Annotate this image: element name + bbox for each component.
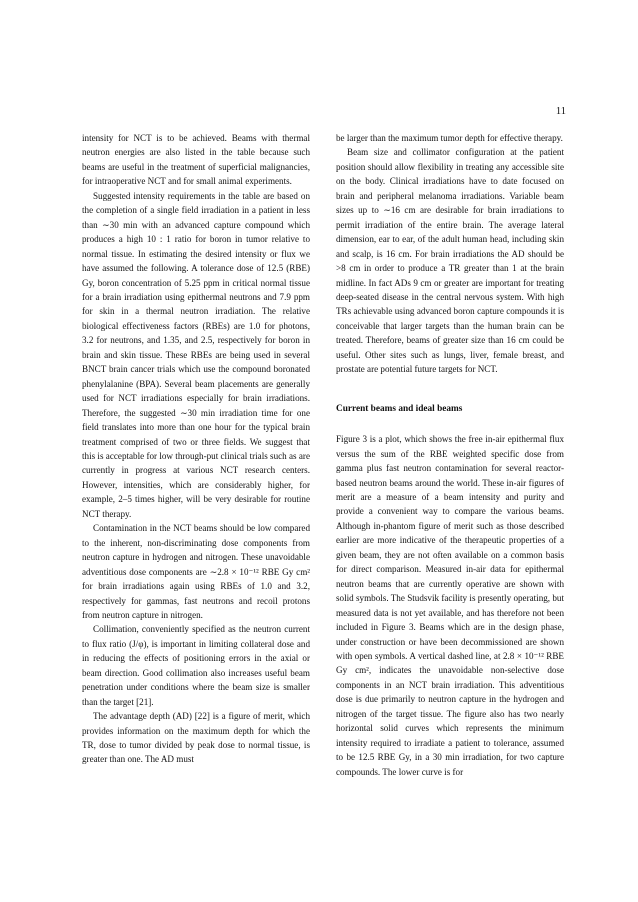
paragraph: Suggested intensity requirements in the table are based on the completion of a single field irradiation in a patient in less than ∼30 min with an advanced capture compound which produces a high 10 : 1 ratio for boron in tumor relative to normal tissue. In estimating the desired intensity or flux we have assumed the following. A tolerance dose of 12.5 (RBE) Gy, boron concentration of 5.25 ppm in critical normal tissue for a brain irradiation using epithermal neutrons and 7.9 ppm for skin in a thermal neutron irradiation. The relative biological effectiveness factors (RBEs) are 1.0 for photons, 3.2 for neutrons, and 1.35, and 2.5, respectively for boron in brain and skin tissue. These RBEs are being used in several BNCT brain cancer trials which use the compound boronated phenylalanine (BPA). Several beam placements are generally used for NCT irradiations especially for brain irradiations. Therefore, the suggested ∼30 min irradiation time for one field translates into more than one hour for the typical brain treatment comprised of two or three fields. We suggest that this is acceptable for low through-put clinical trials such as are currently in progress at various NCT research centers. However, intensities, which are considerably higher, for example, 2–5 times higher, will be very desirable for routine NCT therapy. xyxy=(82,190,310,519)
paragraph: The advantage depth (AD) [22] is a figure of merit, which provides information on the maximum depth for which the TR, dose to tumor divided by peak dose to normal tissue, is greater than one. The AD must xyxy=(82,711,310,765)
paragraph: Collimation, conveniently specified as the neutron current to flux ratio (J/φ), is important in limiting collateral dose and in reducing the effects of positioning errors in the axial or beam direction. Good collimation also increases useful beam penetration under conditions where the beam size is smaller than the target [21]. xyxy=(82,624,310,707)
section-heading: Current beams and ideal beams xyxy=(336,403,463,414)
paragraph: Beam size and collimator configuration at the patient position should allow flexibility in treating any accessible site on the body. Clinical irradiations have to date focused on brain and peripheral melanoma irradiations. Variable beam sizes up to ∼16 cm are desirable for brain irradiations to permit irradiation of the entire brain. The average lateral dimension, ear to ear, of the adult human head, including skin and scalp, is 16 cm. For brain irradiations the AD should be >8 cm in order to produce a TR greater than 1 at the brain midline. In fact ADs 9 cm or greater are important for treating deep-seated disease in the central nervous system. With high TRs achievable using advanced boron capture compounds it is conceivable that larger targets than the human brain can be treated. Therefore, beams of greater size than 16 cm could be useful. Other sites such as lungs, liver, female breast, and prostate are potential future targets for NCT. xyxy=(336,147,564,375)
paragraph: be larger than the maximum tumor depth for effective therapy. xyxy=(336,133,563,143)
right-column xyxy=(336,131,564,779)
paragraph: Contamination in the NCT beams should be low compared to the inherent, non-discriminating dose components from neutron capture in hydrogen and nitrogen. These unavoidable adventitious dose components are ∼2.8 × 10⁻¹² RBE Gy cm² for brain irradiations again using RBEs of 1.0 and 3.2, respectively for gammas, fast neutrons and recoil protons from neutron capture in nitrogen. xyxy=(82,523,310,620)
paragraph: Figure 3 is a plot, which shows the free in-air epithermal flux versus the sum of the RBE weighted specific dose from gamma plus fast neutron contamination for several reactor-based neutron beams around the world. These in-air figures of merit are a measure of a beam intensity and purity and provide a convenient way to compare the various beams. Although in-phantom figure of merit such as those described earlier are more indicative of the therapeutic properties of a given beam, they are not often available on a common basis for direct comparison. Measured in-air data for epithermal neutron beams that are currently operative are shown with solid symbols. The Studsvik facility is presently operating, but measured data is not yet available, and has therefore not been included in Figure 3. Beams which are in the design phase, under construction or have been decommissioned are shown with open symbols. A vertical dashed line, at 2.8 × 10⁻¹² RBE Gy cm², indicates the unavoidable non-selective dose components in an NCT brain irradiation. This adventitious dose is due primarily to neutron capture in the hydrogen and nitrogen of the target tissue. The figure also has two nearly horizontal solid curves which represents the minimum intensity required to irradiate a patient to tolerance, assumed to be 12.5 RBE Gy, in a 30 min irradiation, for two capture compounds. The lower curve is for xyxy=(336,434,564,777)
left-column xyxy=(82,131,310,767)
page-number: 11 xyxy=(555,106,566,117)
paragraph: intensity for NCT is to be achieved. Beams with thermal neutron energies are also listed in the table because such beams are useful in the treatment of superficial malignancies, for intraoperative NCT and for small animal experiments. xyxy=(82,133,310,187)
